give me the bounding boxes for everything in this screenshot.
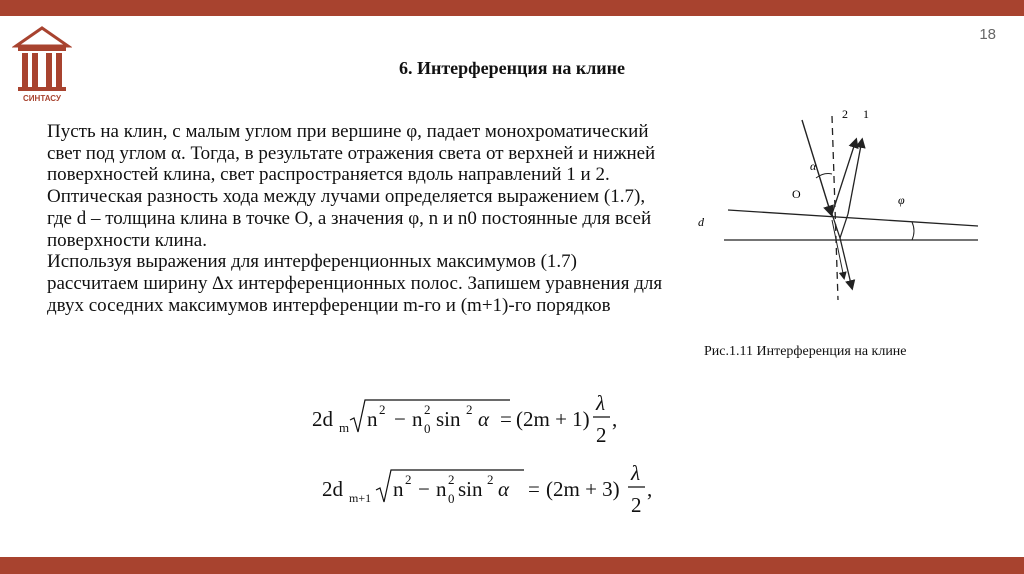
label-point-o: O bbox=[792, 187, 801, 201]
formula-maximum-m-plus-1 bbox=[318, 460, 668, 524]
formula-2-sup-sin: 2 bbox=[487, 472, 494, 487]
formula-1-lead: 2d bbox=[312, 407, 333, 431]
formula-2-sup-n0: 2 bbox=[448, 472, 455, 487]
formula-2-minus: − bbox=[418, 477, 430, 501]
page-number: 18 bbox=[979, 26, 996, 43]
surface-normal bbox=[832, 116, 838, 300]
formula-2-lambda: λ bbox=[631, 461, 641, 485]
figure-caption: Рис.1.11 Интерференция на клине bbox=[704, 344, 907, 359]
formula-1-n: n bbox=[367, 407, 378, 431]
formula-2-sup: 2 bbox=[405, 472, 412, 487]
formula-1-sup-sin: 2 bbox=[466, 402, 473, 417]
formula-1-alpha: α bbox=[478, 407, 490, 431]
label-ray-1: 1 bbox=[863, 107, 869, 121]
formula-1-minus: − bbox=[394, 407, 406, 431]
label-ray-2: 2 bbox=[842, 107, 848, 121]
top-accent-bar bbox=[0, 0, 1024, 16]
formula-1-sup-n0: 2 bbox=[424, 402, 431, 417]
bottom-accent-bar bbox=[0, 557, 1024, 574]
body-text bbox=[47, 121, 665, 316]
formula-2-rhs: (2m + 3) bbox=[546, 477, 620, 501]
wedge-upper-surface bbox=[728, 210, 978, 226]
formula-2-sub0: 0 bbox=[448, 491, 455, 506]
formula-1-lambda: λ bbox=[596, 391, 606, 415]
transmitted-ray bbox=[840, 238, 852, 288]
formula-2-n0: n bbox=[436, 477, 447, 501]
label-alpha: α bbox=[810, 159, 817, 173]
formula-1-rhs: (2m + 1) bbox=[516, 407, 590, 431]
slide-title: 6. Интерференция на клине bbox=[398, 58, 626, 78]
formula-2-sin: sin bbox=[458, 477, 483, 501]
formula-2-den: 2 bbox=[631, 493, 642, 517]
formula-1-den: 2 bbox=[596, 423, 607, 447]
formula-2-equals: = bbox=[528, 477, 540, 501]
formula-1-tail: , bbox=[612, 407, 618, 431]
wedge-interference-figure bbox=[690, 102, 990, 302]
formula-1-sub: m bbox=[339, 420, 350, 435]
formula-1-sin: sin bbox=[436, 407, 461, 431]
ray-1 bbox=[848, 140, 862, 214]
formula-maximum-m bbox=[308, 390, 628, 454]
formula-1-equals: = bbox=[500, 407, 512, 431]
label-d: d bbox=[698, 215, 704, 229]
formula-2-tail: , bbox=[647, 477, 653, 501]
formula-2-sub: m+1 bbox=[349, 491, 372, 505]
paragraph-method: Используя выражения для интерференционных максимумов (1.7) рассчитаем ширину ∆x интерференционных полос. Запишем уравнения для двух соседних максимумов интерференции m-го и (m+1)-го порядков bbox=[47, 251, 663, 316]
label-phi: φ bbox=[898, 193, 905, 207]
logo-text: СИНТАСУ bbox=[23, 94, 61, 103]
formula-2-n: n bbox=[393, 477, 404, 501]
paragraph-intro: Пусть на клин, с малым углом при вершине φ, падает монохроматический свет под углом α. Тогда, в результате отражения света от верхней и нижней поверхностей клина, свет распространяется вдоль направлений 1 и 2. Оптическая разность хода между лучами определяется выражением (1.7), где d – толщина клина в точке O, а значения φ, n и n0 постоянные для всей поверхности клина. bbox=[47, 121, 656, 251]
ray-2 bbox=[832, 140, 856, 214]
formula-2-lead: 2d bbox=[322, 477, 343, 501]
phi-angle-arc bbox=[912, 222, 914, 240]
formula-1-sup: 2 bbox=[379, 402, 386, 417]
formula-2-alpha: α bbox=[498, 477, 510, 501]
formula-1-n0: n bbox=[412, 407, 423, 431]
formula-1-sub0: 0 bbox=[424, 421, 431, 436]
incident-ray bbox=[802, 120, 831, 214]
